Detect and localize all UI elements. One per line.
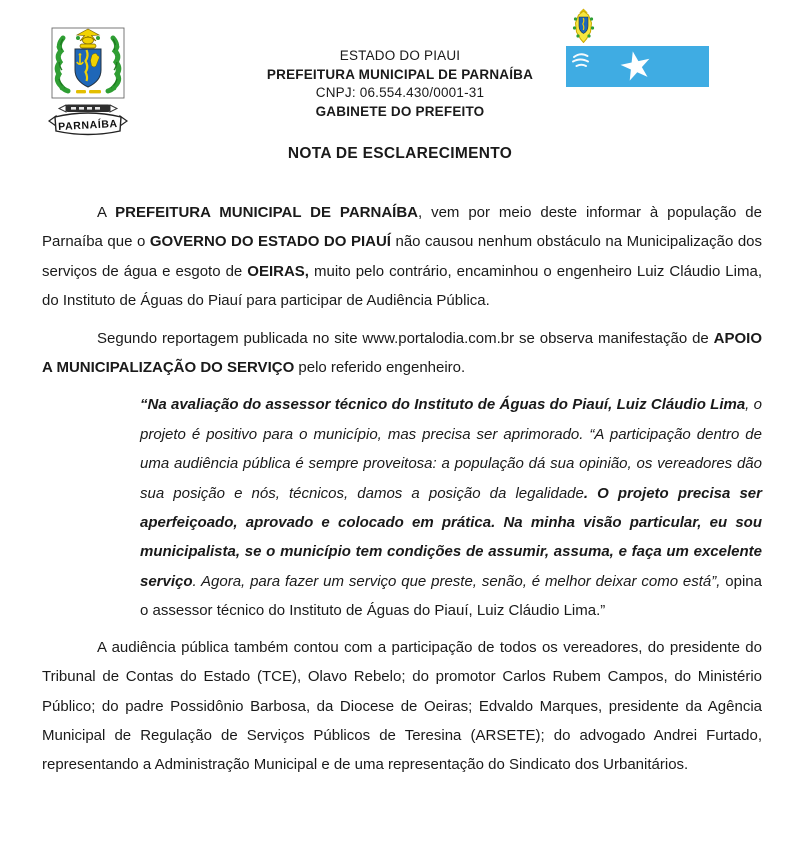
small-crest-icon: [570, 7, 597, 43]
quote-italic-segment: , o projeto é positivo para o município, mas precisa ser aprimorado. “A participação dentro de uma audiência pública é sempre proveitosa: a população dá sua opinião, os vereadores dão sua posição e nós, técnicos, damos a posição da legalidade: [140, 396, 762, 502]
text-segment: Segundo reportagem publicada no site www.portalodia.com.br se observa manifestação de: [97, 329, 714, 347]
document-title: NOTA DE ESCLARECIMENTO: [287, 145, 513, 162]
text-segment: A: [97, 204, 116, 221]
bold-org-name: PREFEITURA MUNICIPAL DE PARNAÍBA: [115, 204, 418, 221]
quote-bold-segment: . O projeto precisa ser aperfeiçoado, aprovado e colocado em prática. Na minha visão particular, eu sou municipalista, se o município tem condições de assumir, assuma, e faça um excelente serviço: [140, 484, 762, 590]
parnaiba-flag: [566, 46, 709, 92]
paragraph-participants: A audiência pública também contou com a participação de todos os vereadores, do presidente do Tribunal de Contas do Estado (TCE), Olavo Rebelo; do promotor Carlos Rubem Campos, do Ministério Público; do padre Possidônio Barbosa, da Diocese de Oeiras; Edvaldo Marques, presidente da Agência Municipal de Regulação de Serviços Públicos de Teresina (ARSETE); do advogado Andrei Furtado, representando a Administração Municipal e de uma representação do Sindicato dos Urbanitários.: [42, 638, 762, 774]
quote-block: [140, 390, 762, 625]
org-cnpj-line: CNPJ: 06.554.430/0001-31: [315, 85, 485, 101]
text-segment: não causou nenhum obstáculo na Municipalização dos serviços de água e esgoto de: [42, 233, 762, 280]
paragraph-intro: [42, 198, 762, 316]
bold-oeiras: OEIRAS,: [247, 262, 309, 280]
bold-state-gov: GOVERNO DO ESTADO DO PIAUÍ: [149, 233, 391, 251]
parnaiba-flag-icon: [566, 46, 709, 87]
bold-apoio: APOIO A MUNICIPALIZAÇÃO DO SERVIÇO: [42, 329, 762, 377]
quote-bold-segment: “Na avaliação do assessor técnico do Instituto de Águas do Piauí, Luiz Cláudio Lima: [140, 396, 746, 414]
small-crest: [570, 7, 597, 48]
quote-attribution: opina o assessor técnico do Instituto de Águas do Piauí, Luiz Cláudio Lima.”: [140, 572, 762, 620]
text-segment: , vem por meio deste informar à população de Parnaíba que o: [42, 204, 762, 251]
quote-italic-segment: . Agora, para fazer um serviço que preste, senão, é melhor deixar como está”,: [192, 572, 721, 590]
seal-banner-text: PARNAÍBA: [57, 117, 118, 134]
org-office-line: GABINETE DO PREFEITO: [315, 103, 485, 119]
text-segment: pelo referido engenheiro.: [294, 359, 466, 377]
org-name-line: PREFEITURA MUNICIPAL DE PARNAÍBA: [266, 66, 534, 82]
org-state-line: ESTADO DO PIAUI: [339, 48, 461, 63]
document-body: [42, 198, 762, 788]
text-segment: muito pelo contrário, encaminhou o engenheiro Luiz Cláudio Lima, do Instituto de Águas do Piauí para participar de Audiência Pública.: [42, 262, 762, 310]
paragraph-source: [42, 324, 762, 383]
